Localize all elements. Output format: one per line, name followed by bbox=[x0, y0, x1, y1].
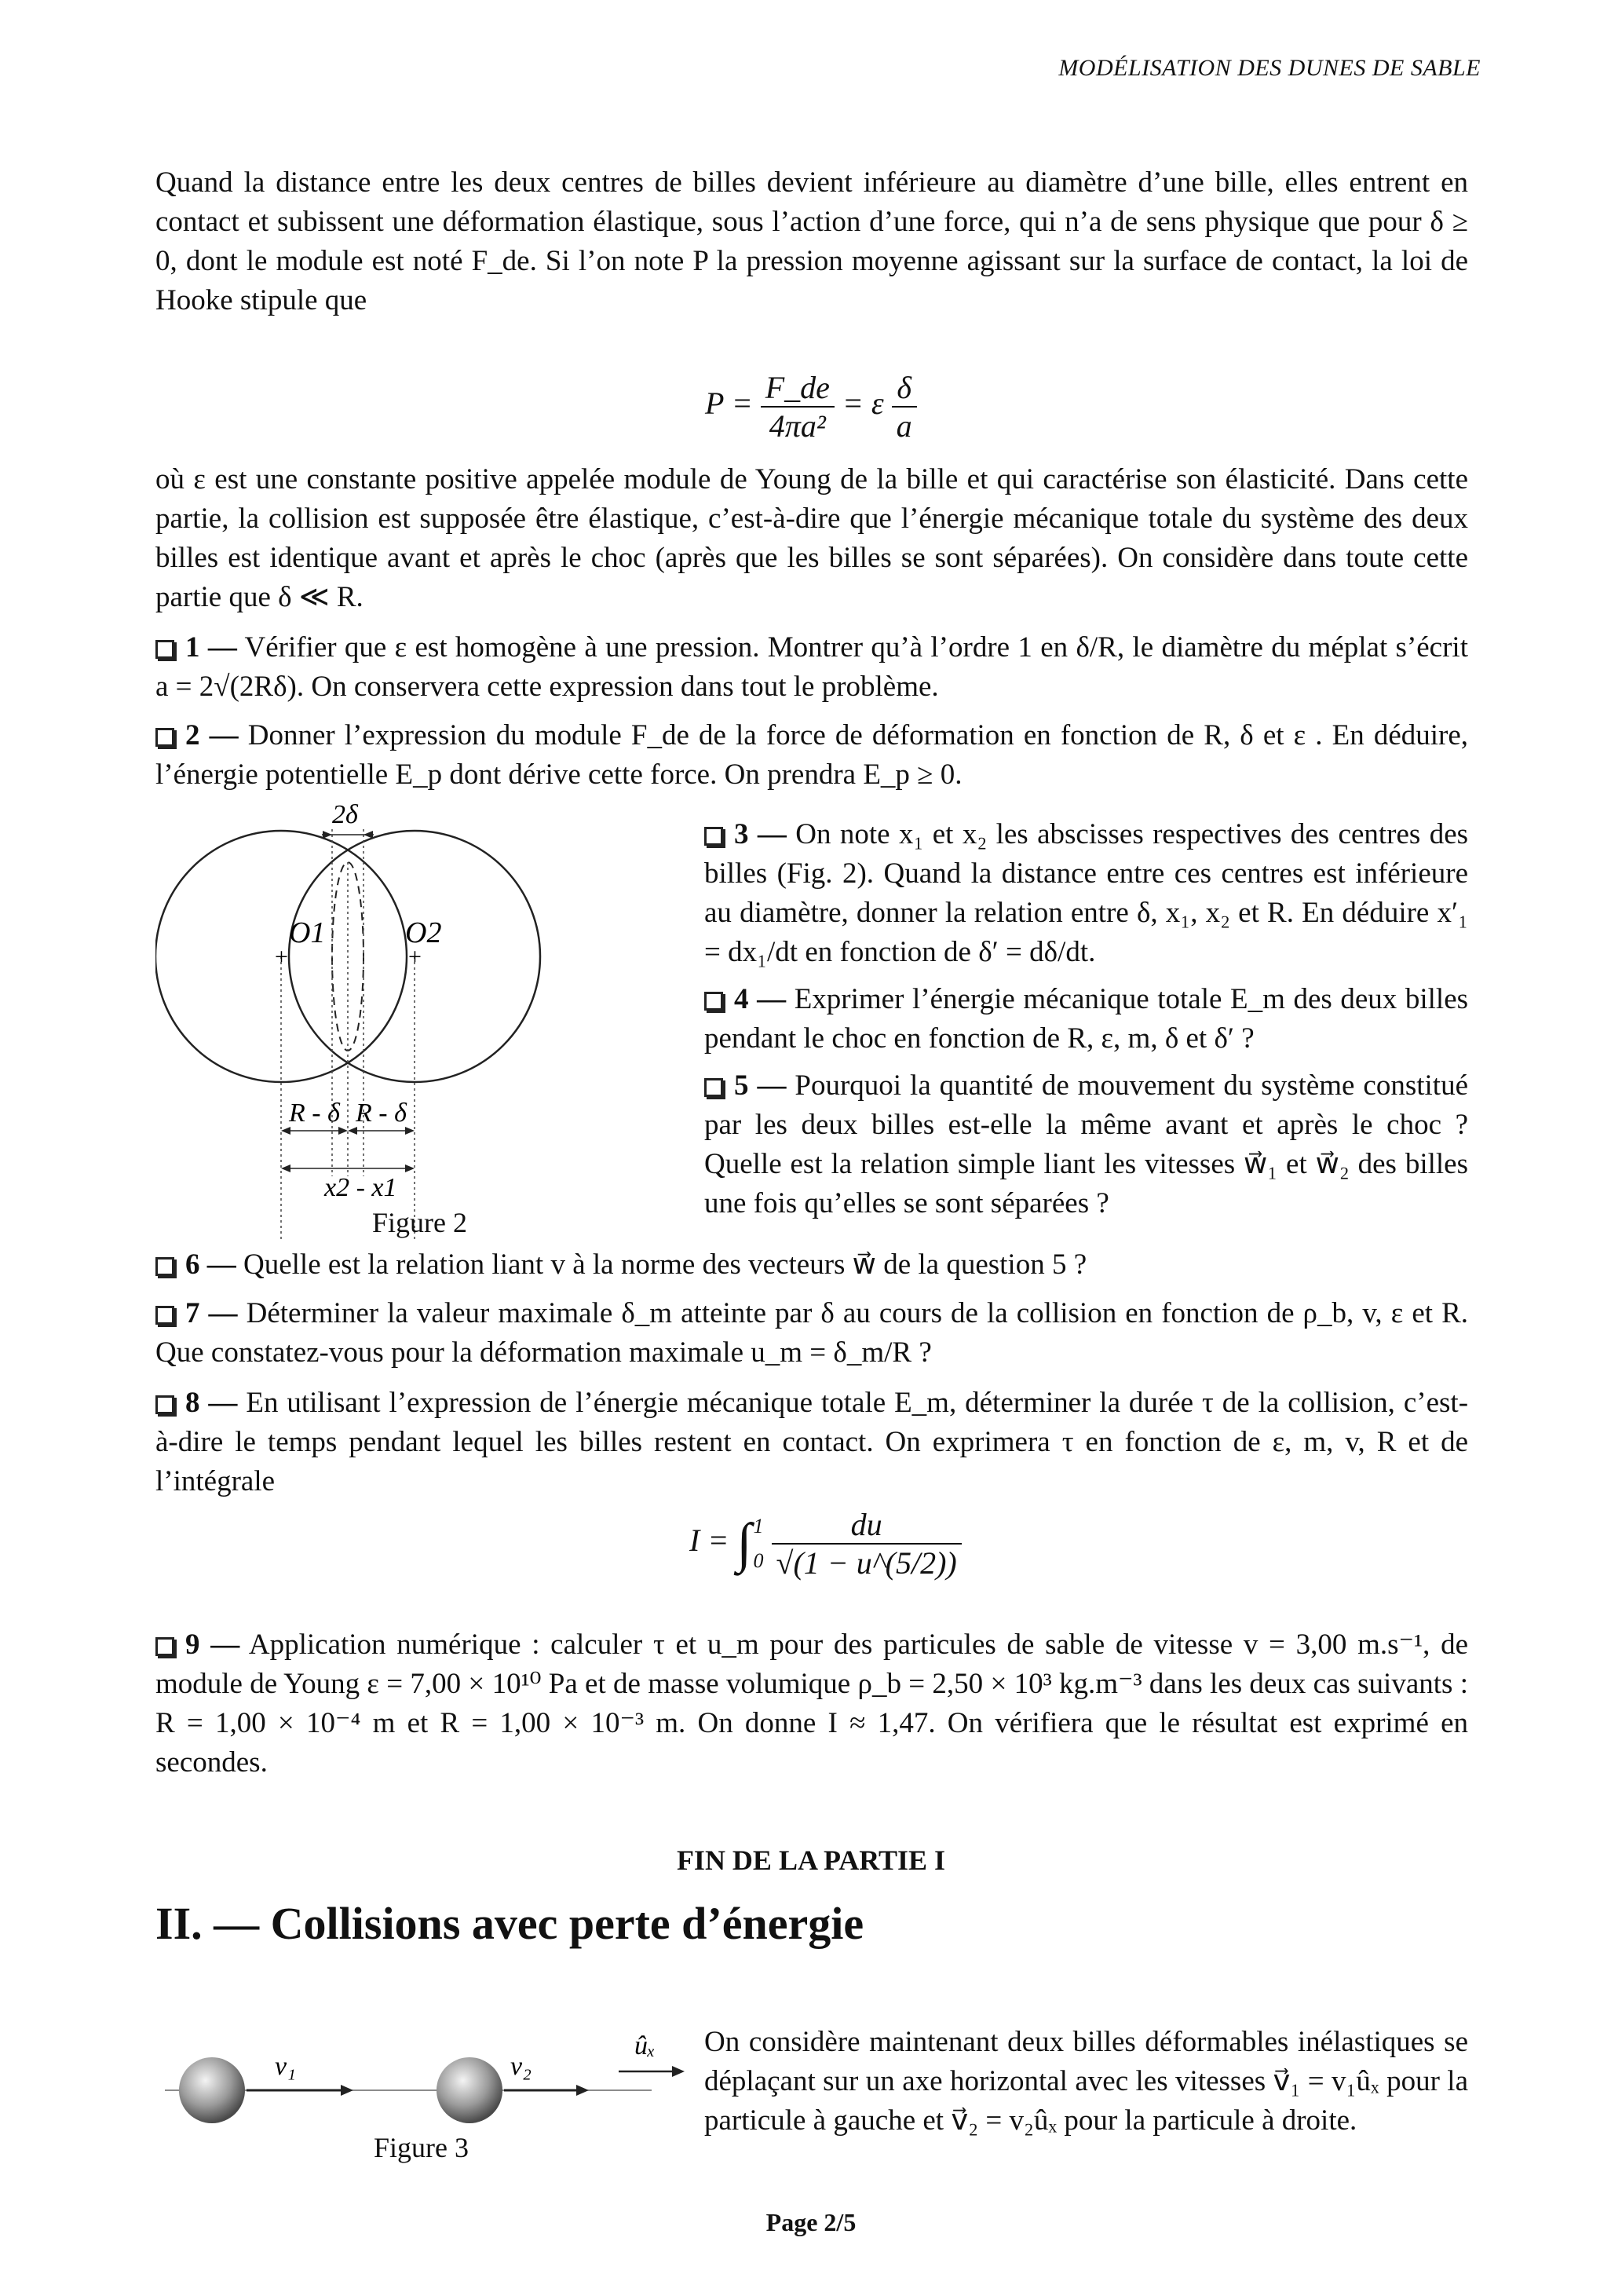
hooke-frac1 bbox=[761, 369, 835, 444]
label-v2: v₂ bbox=[510, 2052, 532, 2081]
hooke-mid: = ε bbox=[842, 386, 884, 422]
hooke-frac2 bbox=[892, 369, 917, 444]
question-number: 2 — bbox=[185, 719, 239, 751]
question-number: 4 — bbox=[734, 983, 787, 1015]
question-text: Exprimer l’énergie mécanique totale E_m des deux billes pendant le choc en fonction de R, ε, m, δ et δ′ ? bbox=[704, 983, 1469, 1055]
question-9 bbox=[155, 1625, 1468, 1782]
figure-3 bbox=[165, 2010, 699, 2128]
checkbox-icon bbox=[155, 640, 174, 659]
question-6 bbox=[155, 1245, 1468, 1285]
checkbox-icon bbox=[155, 1306, 174, 1325]
hooke-lhs: P = bbox=[705, 386, 753, 422]
label-x2-minus-x1: x2 - x1 bbox=[324, 1173, 397, 1202]
questions-3-5 bbox=[704, 815, 1468, 1223]
section-2-paragraph: On considère maintenant deux billes déformables inélastiques se déplaçant sur un axe horizontal avec les vitesses v⃗₁ = v₁ûₓ pour la particule à gauche et v⃗₂ = v₂ûₓ pour la particule à droite. bbox=[704, 2026, 1468, 2137]
hooke-explanation: où ε est une constante positive appelée module de Young de la bille et qui caractérise son élasticité. Dans cette partie, la collision est supposée être élastique, c’est-à-dire que l’énergie mécanique totale du système des deux billes est identique avant et après le choc (après que les billes se sont séparées). On considère dans toute cette partie que δ ≪ R. bbox=[155, 463, 1468, 613]
label-v1: v₁ bbox=[275, 2052, 296, 2081]
integral-sign: ∫ bbox=[736, 1513, 752, 1574]
integral-num: du bbox=[772, 1506, 962, 1545]
section-2-title: II. — Collisions avec perte d’énergie bbox=[155, 1898, 864, 1949]
question-text: Vérifier que ε est homogène à une pression. Montrer qu’à l’ordre 1 en δ/R, le diamètre du méplat s’écrit a = 2√(2Rδ). On conservera cette expression dans tout le problème. bbox=[155, 631, 1468, 703]
hooke-num: F_de bbox=[761, 369, 835, 408]
checkbox-icon bbox=[155, 1395, 174, 1414]
question-4 bbox=[704, 980, 1468, 1058]
checkbox-icon bbox=[155, 1637, 174, 1656]
integral-equation bbox=[689, 1506, 962, 1581]
integral-den: √(1 − u^(5/2)) bbox=[776, 1545, 957, 1581]
intro-paragraph: Quand la distance entre les deux centres de billes devient inférieure au diamètre d’une bille, elles entrent en contact et subissent une déformation élastique, sous l’action d’une force, qui n’a de sens physique que pour δ ≥ 0, dont le module est noté F_de. Si l’on note P la pression moyenne agissant sur la surface de contact, la loi de Hooke stipule que bbox=[155, 166, 1468, 316]
integral-lhs: I = bbox=[689, 1523, 729, 1559]
hooke-den2: a bbox=[896, 408, 912, 444]
question-3 bbox=[704, 815, 1468, 972]
svg-text:+: + bbox=[408, 944, 422, 970]
hooke-den: 4πa² bbox=[769, 408, 826, 444]
question-number: 8 — bbox=[185, 1387, 238, 1419]
hooke-num2: δ bbox=[892, 369, 917, 408]
checkbox-icon bbox=[155, 1257, 174, 1276]
question-1 bbox=[155, 628, 1468, 707]
question-8 bbox=[155, 1384, 1468, 1501]
question-text: On note x₁ et x₂ les abscisses respectives des centres des billes (Fig. 2). Quand la distance entre ces centres est inférieure au diamètre, donner la relation entre δ, x₁, x₂ et R. En déduire x′₁ = dx₁/dt en fonction de δ′ = dδ/dt. bbox=[704, 818, 1469, 968]
label-o1: O1 bbox=[289, 916, 326, 949]
question-text: Pourquoi la quantité de mouvement du système constitué par les deux billes est-elle la même avant et après le choc ? Quelle est la relation simple liant les vitesses w⃗₁ et w⃗₂ des billes une fois qu’elles se sont séparées ? bbox=[704, 1069, 1468, 1219]
page-number: Page 2/5 bbox=[765, 2208, 857, 2236]
question-5 bbox=[704, 1066, 1468, 1223]
figure-2-caption: Figure 2 bbox=[372, 1207, 467, 1238]
figure-2 bbox=[155, 799, 697, 1239]
svg-text:+: + bbox=[275, 944, 288, 970]
integral-frac bbox=[772, 1506, 962, 1581]
checkbox-icon bbox=[704, 1078, 723, 1097]
question-text: Quelle est la relation liant v à la norme des vecteurs w⃗ de la question 5 ? bbox=[243, 1249, 1087, 1281]
question-number: 1 — bbox=[185, 631, 237, 664]
integral-lower: 0 bbox=[753, 1549, 764, 1572]
question-7 bbox=[155, 1294, 1468, 1373]
question-number: 7 — bbox=[185, 1297, 238, 1329]
figure-3-caption: Figure 3 bbox=[374, 2132, 469, 2163]
question-number: 3 — bbox=[734, 818, 787, 850]
question-text: En utilisant l’expression de l’énergie mécanique totale E_m, déterminer la durée τ de la collision, c’est-à-dire le temps pendant lequel les billes restent en contact. On exprimera τ en fonction de ε, m, v, R et de l’intégrale bbox=[155, 1387, 1469, 1497]
running-header: MODÉLISATION DES DUNES DE SABLE bbox=[1058, 55, 1481, 81]
label-r-minus-delta-2: R - δ bbox=[356, 1099, 407, 1128]
end-part-title: FIN DE LA PARTIE I bbox=[676, 1844, 946, 1876]
question-text: Donner l’expression du module F_de de la force de déformation en fonction de R, δ et ε . En déduire, l’énergie potentielle E_p dont dérive cette force. On prendra E_p ≥ 0. bbox=[155, 719, 1469, 791]
integral-limits bbox=[754, 1509, 764, 1578]
question-text: Application numérique : calculer τ et u_m pour des particules de sable de vitesse v = 3,00 m.s⁻¹, de module de Young ε = 7,00 × 10¹⁰ Pa et de masse volumique ρ_b = 2,50 × 10³ kg.m⁻³ dans les deux cas suivants : R = 1,00 × 10⁻⁴ m et R = 1,00 × 10⁻³ m. On donne I ≈ 1,47. On vérifiera que le résultat est exprimé en secondes. bbox=[155, 1629, 1468, 1779]
label-r-minus-delta-1: R - δ bbox=[289, 1099, 340, 1128]
question-number: 6 — bbox=[185, 1249, 236, 1281]
ball-2 bbox=[437, 2057, 502, 2123]
label-ux: ûₓ bbox=[634, 2031, 656, 2060]
label-o2: O2 bbox=[405, 916, 442, 949]
question-2 bbox=[155, 716, 1468, 795]
integral-upper: 1 bbox=[753, 1515, 764, 1537]
question-number: 5 — bbox=[734, 1069, 787, 1102]
question-number: 9 — bbox=[185, 1629, 240, 1661]
hooke-equation bbox=[705, 369, 917, 444]
checkbox-icon bbox=[704, 827, 723, 846]
ball-1 bbox=[179, 2057, 245, 2123]
label-2delta: 2δ bbox=[332, 800, 358, 829]
checkbox-icon bbox=[704, 992, 723, 1011]
checkbox-icon bbox=[155, 728, 174, 747]
question-text: Déterminer la valeur maximale δ_m atteinte par δ au cours de la collision en fonction de ρ_b, v, ε et R. Que constatez-vous pour la déformation maximale u_m = δ_m/R ? bbox=[155, 1297, 1469, 1369]
